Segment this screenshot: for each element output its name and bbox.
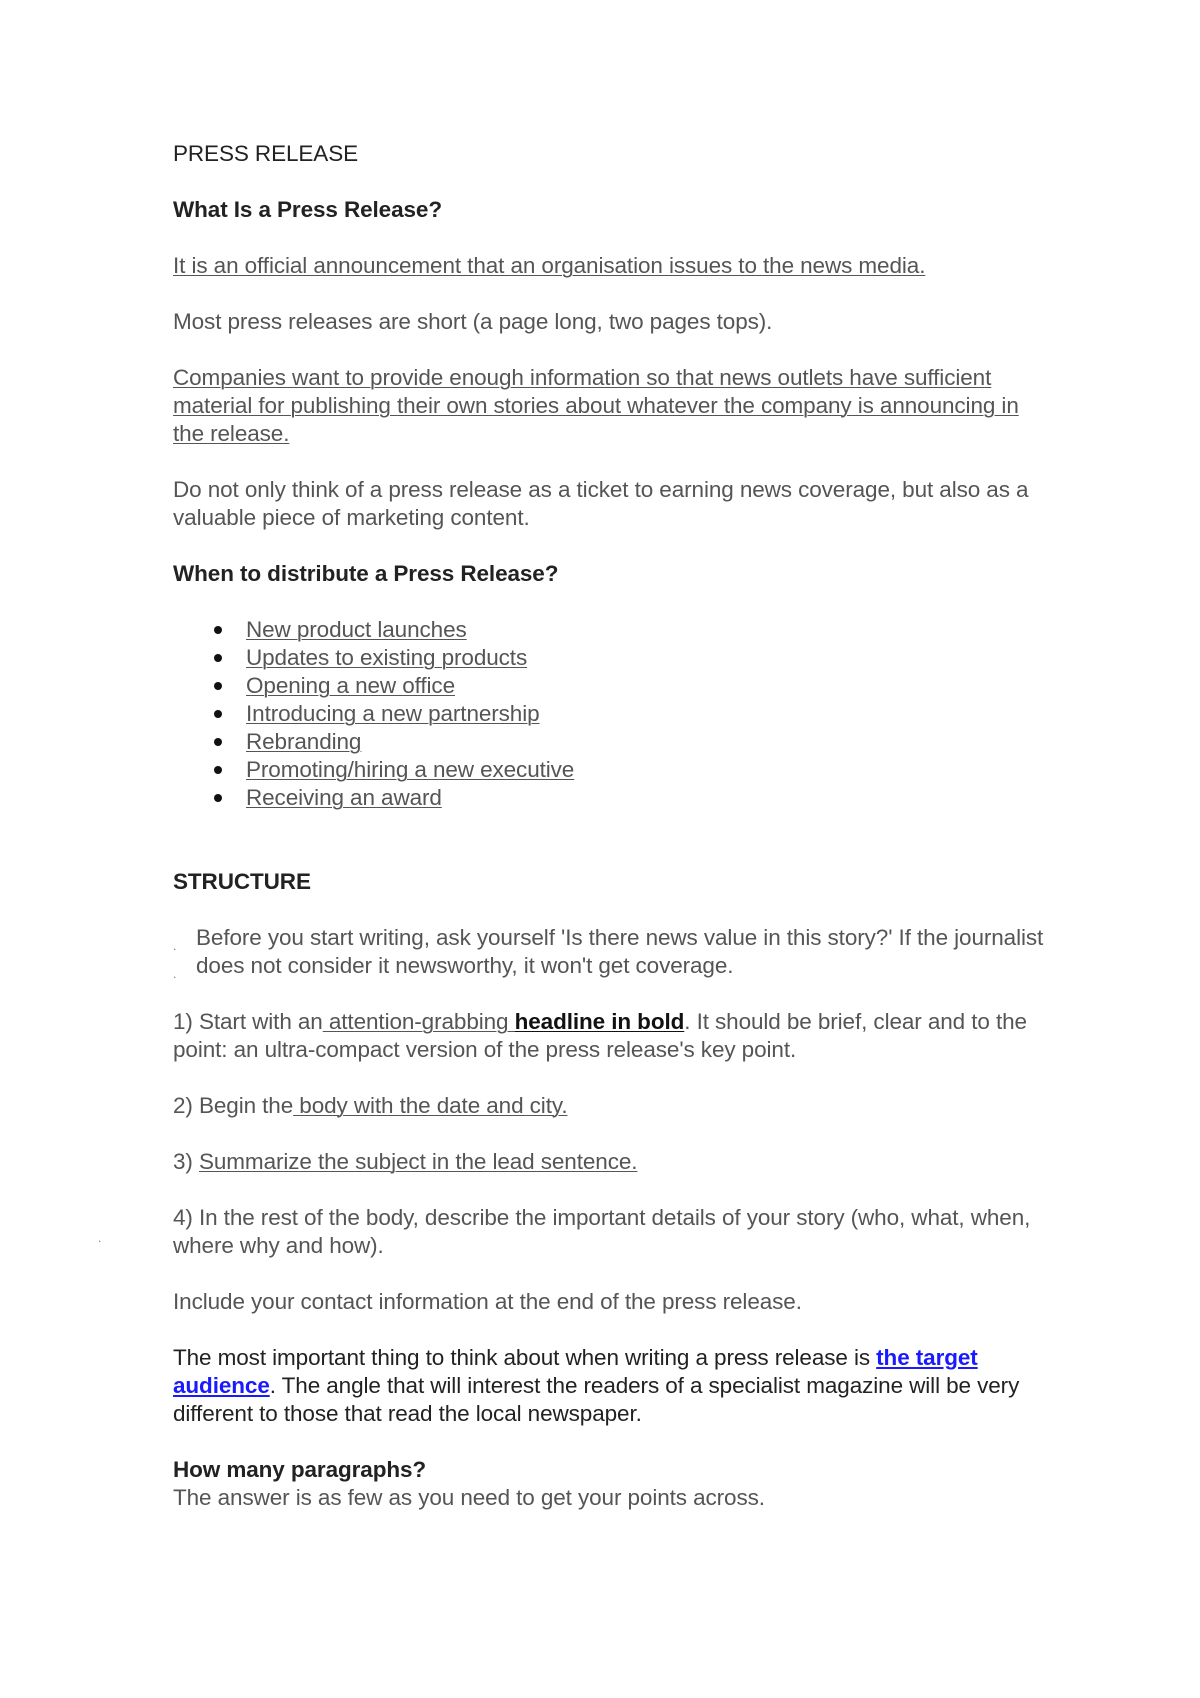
para-contact: Include your contact information at the end of the press release. [173,1289,802,1314]
step-4: 4) In the rest of the body, describe the important details of your story (who, what, when, where why and how). [173,1205,1031,1258]
heading-structure: STRUCTURE [173,869,311,894]
step-3: 3) Summarize the subject in the lead sentence. [173,1149,638,1174]
stray-dot: . [173,967,177,981]
doc-title: PRESS RELEASE [173,141,359,166]
para-companies: Companies want to provide enough information so that news outlets have sufficient material for publishing their own stories about whatever the company is announcing in the release. [173,365,1019,446]
blank-line [173,840,1053,868]
heading-when-to-distribute: When to distribute a Press Release? [173,561,559,586]
list-item: Opening a new office [173,672,1053,700]
stray-dot: . [173,939,177,953]
list-item: Introducing a new partnership [173,700,1053,728]
list-item: Promoting/hiring a new executive [173,756,1053,784]
para-answer: The answer is as few as you need to get your points across. [173,1485,765,1510]
heading-what-is: What Is a Press Release? [173,197,442,222]
margin-dot: . [98,1231,102,1245]
para-target-audience: The most important thing to think about when writing a press release is the target audience. The angle that will interest the readers of a specialist magazine will be very different to those that read the local newspaper. [173,1345,1020,1426]
list-item: Rebranding [173,728,1053,756]
step-1: 1) Start with an attention-grabbing headline in bold. It should be brief, clear and to the point: an ultra-compact version of the press release's key point. [173,1009,1027,1062]
para-news-value: . . Before you start writing, ask yourself 'Is there news value in this story?' If the journalist does not consider it newsworthy, it won't get coverage. [173,925,1044,981]
document-body [173,140,1053,1540]
list-item: Receiving an award [173,784,1053,812]
list-item: Updates to existing products [173,644,1053,672]
para-ticket: Do not only think of a press release as a ticket to earning news coverage, but also as a valuable piece of marketing content. [173,477,1029,530]
distribution-list [173,616,1053,812]
step-2: 2) Begin the body with the date and city. [173,1093,568,1118]
target-audience-link[interactable]: the target audience [173,1345,978,1398]
heading-how-many-paragraphs: How many paragraphs? [173,1457,427,1482]
list-item: New product launches [173,616,1053,644]
para-short: Most press releases are short (a page long, two pages tops). [173,309,773,334]
para-official-announcement: It is an official announcement that an organisation issues to the news media. [173,253,926,278]
